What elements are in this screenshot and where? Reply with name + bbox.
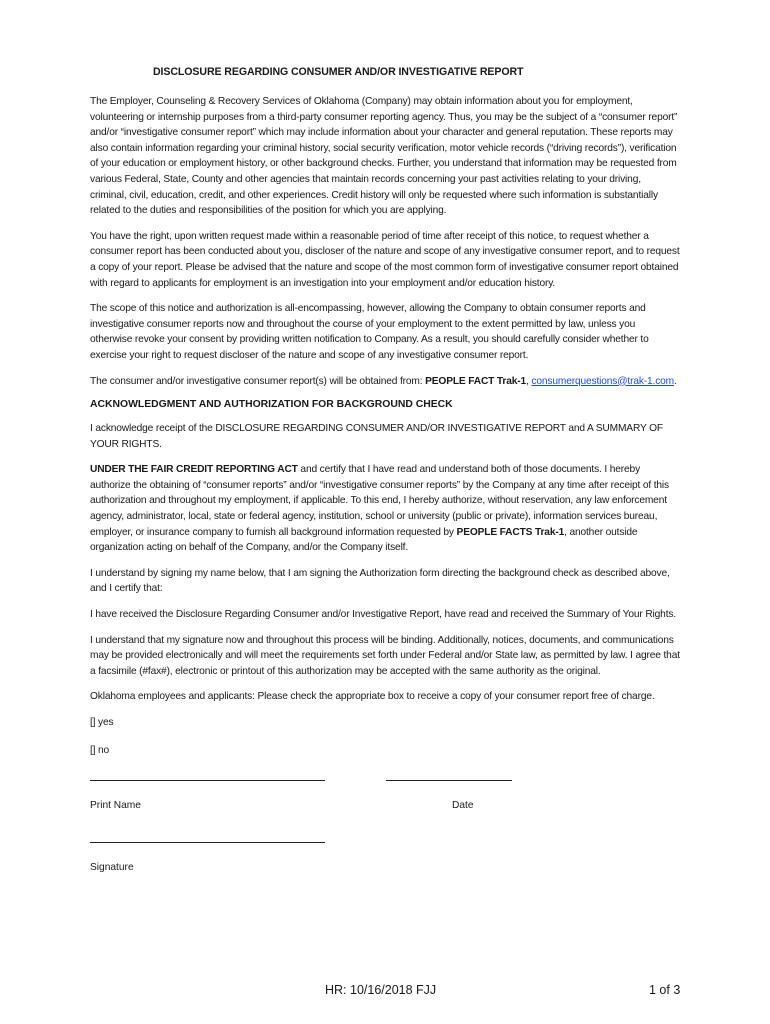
signature-label: Signature	[90, 862, 134, 874]
report-source-text: The consumer and/or investigative consumer report(s) will be obtained from:	[90, 375, 426, 387]
paragraph-acknowledge-receipt: I acknowledge receipt of the DISCLOSURE REGARDING CONSUMER AND/OR INVESTIGATIVE REPORT and A SUMMARY OF YOUR RIGHTS.	[90, 423, 663, 450]
document-body	[90, 66, 680, 874]
checkbox-no[interactable]: [] no	[90, 744, 110, 756]
paragraph-scope: The scope of this notice and authorization is all-encompassing, however, allowing the Company to obtain consumer reports and investigative consumer reports now and throughout the course of your employment to the extent permitted by law, unless you otherwise revoke your consent by providing written notification to Company. As a result, you should carefully consider whether to exercise your right to request discloser of the nature and scope of any investigative consumer report.	[90, 303, 649, 361]
date-line[interactable]	[386, 780, 512, 781]
paragraph-signing-understanding: I understand by signing my name below, that I am signing the Authorization form directing the background check as described above, and I certify that:	[90, 567, 670, 595]
agency-email-link[interactable]: consumerquestions@trak-1.com	[531, 375, 675, 387]
checkbox-yes[interactable]: [] yes	[90, 717, 114, 728]
paragraph-binding-signature: I understand that my signature now and throughout this process will be binding. Additionally, notices, documents, and communications may be provided electronically and will meet the requirements set forth under Federal and/or State law, as permitted by law. I agree that a facsimile (#fax#), electronic or printout of this authorization may be accepted with the same authority as the original.	[90, 634, 680, 677]
paragraph-received-disclosure: I have received the Disclosure Regarding Consumer and/or Investigative Report, have read and received the Summary of Your Rights.	[90, 609, 676, 621]
paragraph-right-to-request: You have the right, upon written request made within a reasonable period of time after receipt of this notice, to request whether a consumer report has been conducted about you, discloser of the nature and scope of any investigative consumer report, and to request a copy of your report. Please be advised that the nature and scope of the most common form of investigative consumer report obtained with regard to applicants for employment is an investigation into your employment and/or education history.	[90, 230, 680, 289]
signature-line-block	[90, 830, 680, 874]
paragraph-employer-disclosure: The Employer, Counseling & Recovery Services of Oklahoma (Company) may obtain information about you for employment, volunteering or internship purposes from a third-party consumer reporting agency. Thus, you may be the subject of a “consumer report” and/or “investigative consumer report” which may include information about your character and general reputation. These reports may also contain information regarding your criminal history, social security verification, motor vehicle records (“driving records”), verification of your education or employment history, or other background checks. Further, you understand that information may be requested from various Federal, State, County and other agencies that maintain records concerning your past activities relating to your driving, criminal, civil, education, credit, and other experiences. Credit history will only be requested where such information is substantially related to the duties and responsibilities of the position for which you are applying.	[90, 96, 678, 217]
date-label: Date	[452, 800, 474, 812]
footer-hr-stamp: HR: 10/16/2018 FJJ	[325, 983, 437, 997]
print-name-line[interactable]	[90, 780, 325, 781]
document-title: DISCLOSURE REGARDING CONSUMER AND/OR INVESTIGATIVE REPORT	[153, 66, 524, 78]
signature-line[interactable]	[90, 842, 325, 843]
paragraph-oklahoma-copy: Oklahoma employees and applicants: Please check the appropriate box to receive a copy of your consumer report free of charge.	[90, 691, 655, 703]
agency-name: PEOPLE FACT Trak-1	[425, 375, 527, 387]
paragraph-authorization: UNDER THE FAIR CREDIT REPORTING ACT and certify that I have read and understand both of those documents. I hereby authorize the obtaining of “consumer reports” and/or “investigative consumer reports” by the Company at any time after receipt of this authorization and throughout my employment, if applicable. To this end, I hereby authorize, without reservation, any law enforcement agency, administrator, local, state or federal agency, institution, school or university (public or private), information services bureau, employer, or insurance company to furnish all background information requested by PEOPLE FACTS Trak-1, another outside organization acting on behalf of the Company, and/or the Company itself.	[90, 464, 669, 554]
paragraph-report-source: The consumer and/or investigative consumer report(s) will be obtained from: PEOPLE FACT Trak-1, consumerquestions@trak-1.com.	[90, 375, 677, 387]
name-date-lines	[90, 768, 680, 812]
section-heading-acknowledgment: ACKNOWLEDGMENT AND AUTHORIZATION FOR BACKGROUND CHECK	[90, 399, 453, 411]
print-name-label: Print Name	[90, 800, 141, 812]
fcra-heading: UNDER THE FAIR CREDIT REPORTING ACT	[90, 464, 298, 476]
agency-name-2: PEOPLE FACTS Trak-1	[456, 526, 565, 538]
page-number: 1 of 3	[649, 983, 681, 997]
